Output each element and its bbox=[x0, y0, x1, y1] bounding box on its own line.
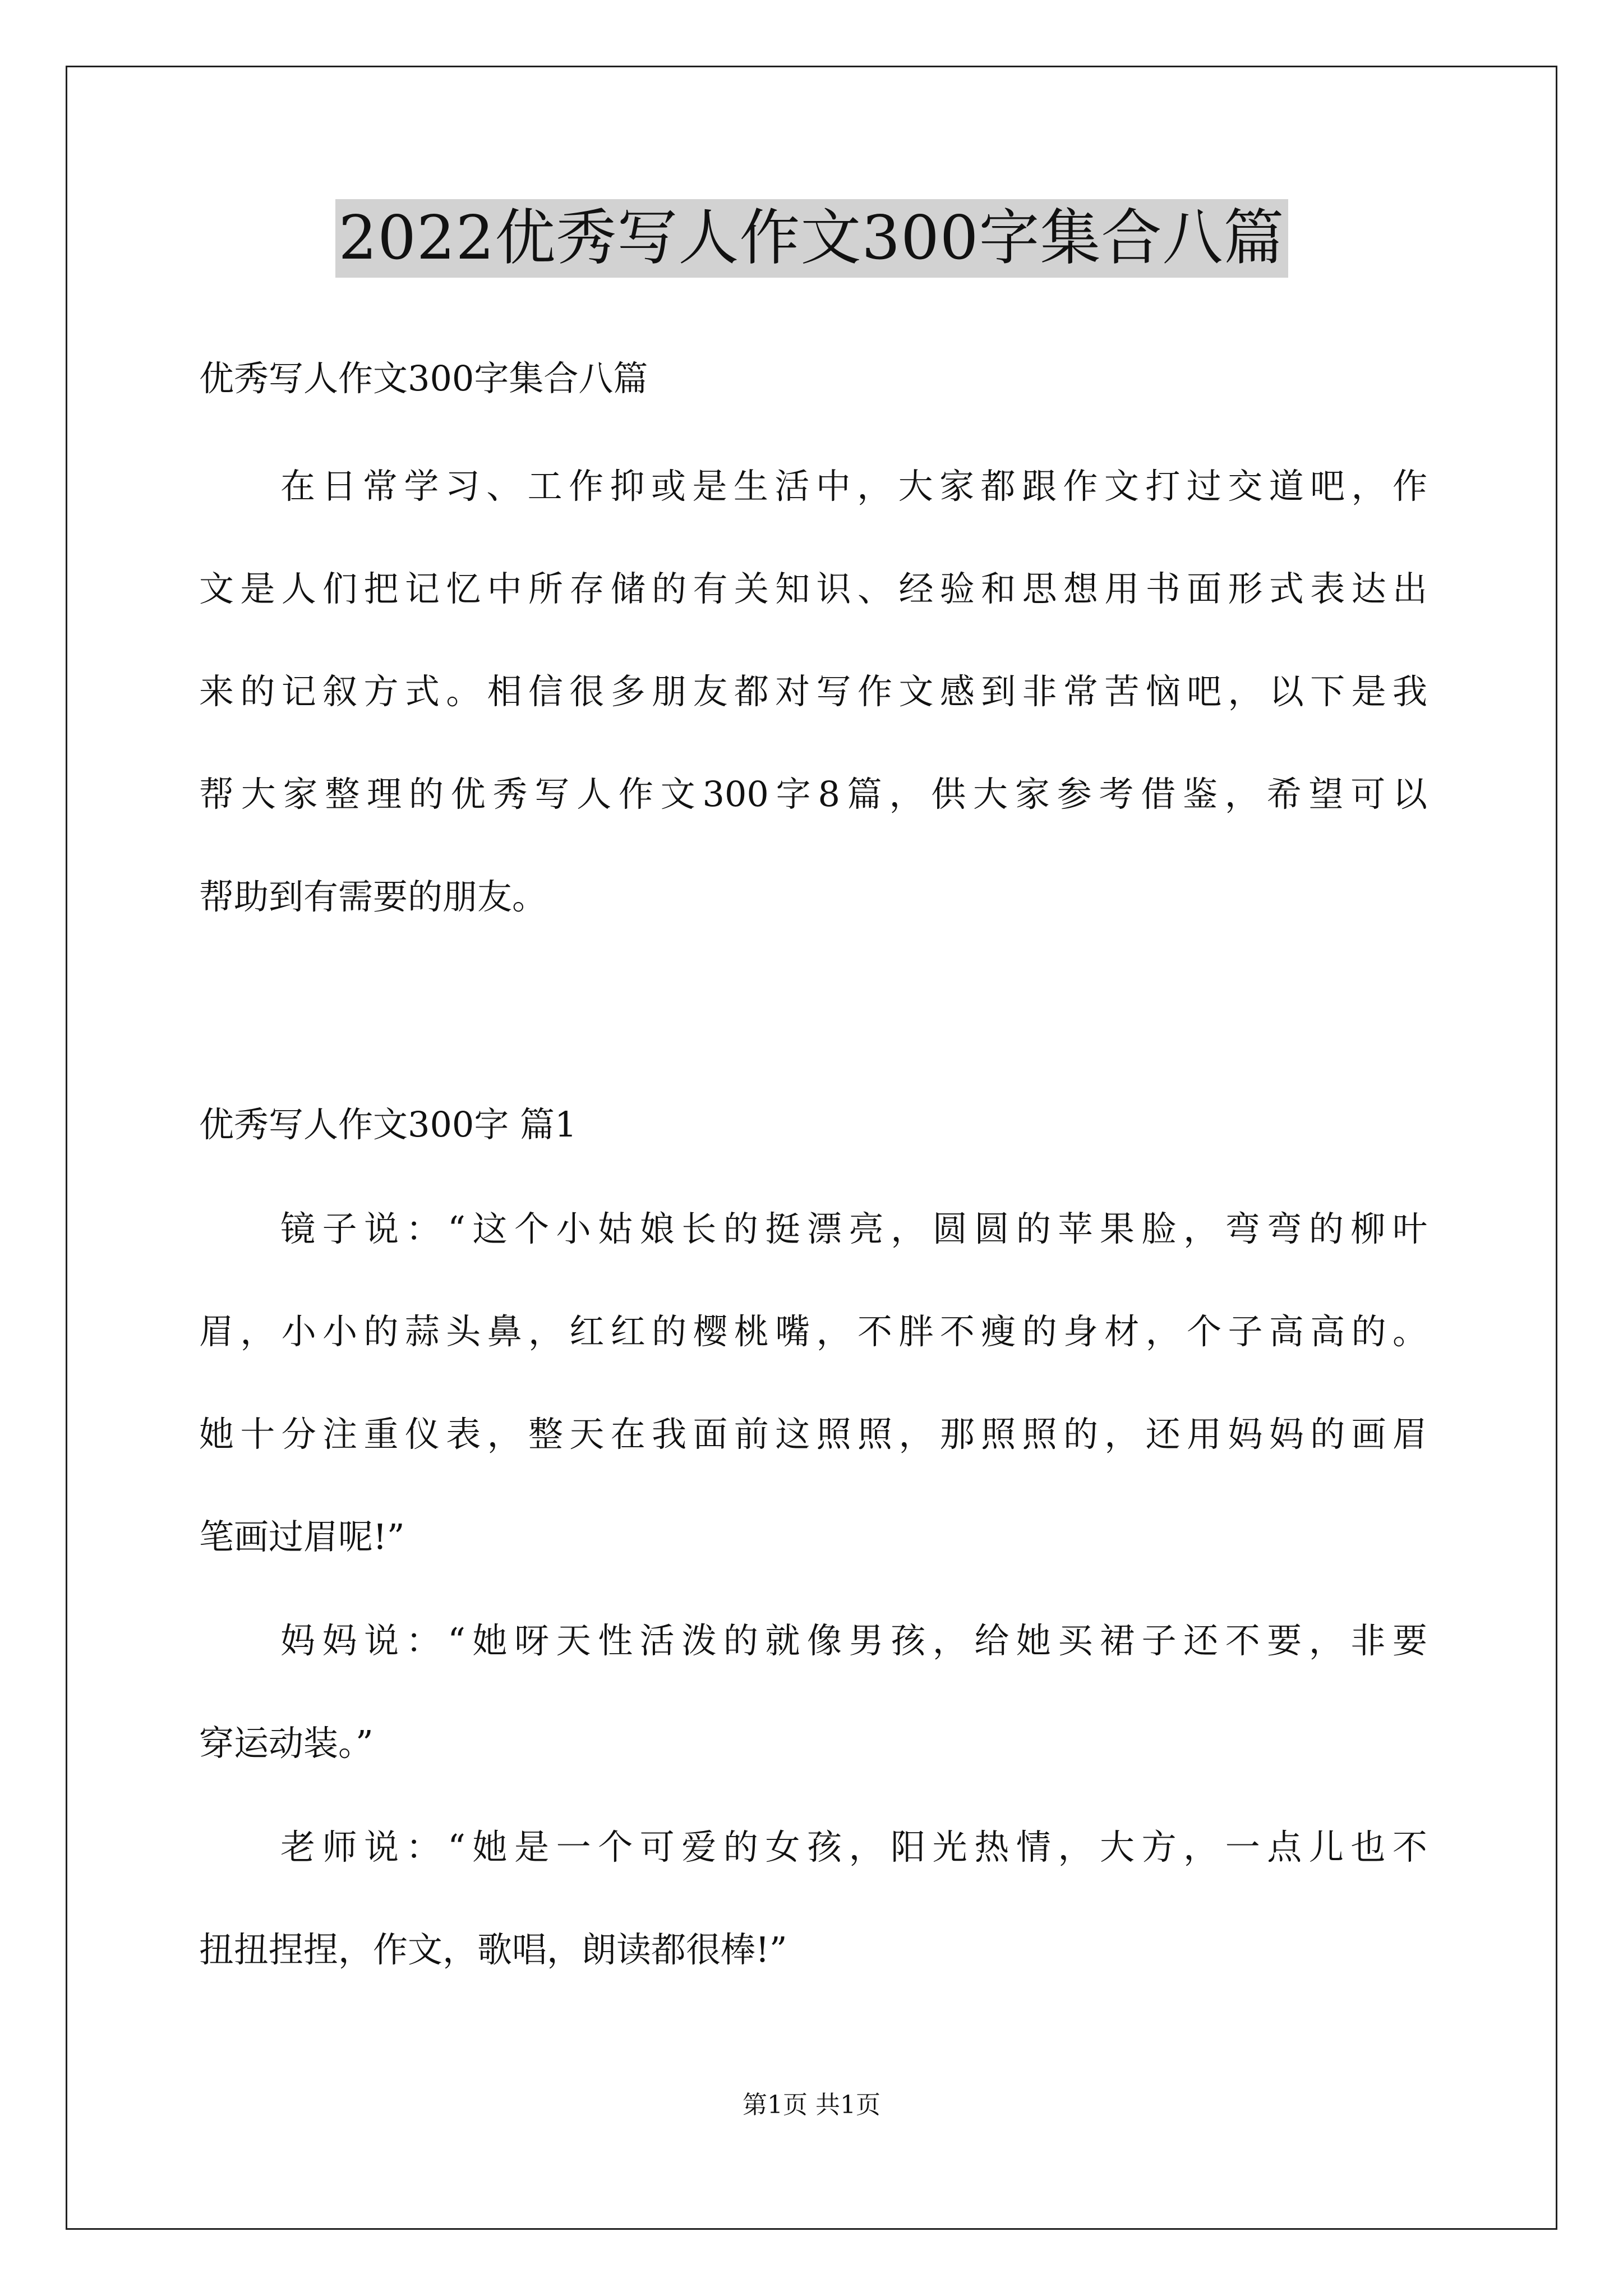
paragraph-line: 镜子说：“这个小姑娘长的挺漂亮，圆圆的苹果脸，弯弯的柳叶 bbox=[280, 1208, 1427, 1249]
paragraph-line: 笔画过眉呢!” bbox=[199, 1516, 405, 1557]
document-title: 2022优秀写人作文300字集合八篇 bbox=[335, 199, 1288, 278]
intro-line: 帮助到有需要的朋友。 bbox=[199, 876, 547, 917]
intro-line: 文是人们把记忆中所存储的有关知识、经验和思想用书面形式表达出 bbox=[199, 568, 1427, 609]
intro-line: 帮大家整理的优秀写人作文300字8篇，供大家参考借鉴，希望可以 bbox=[199, 774, 1427, 815]
document-subtitle: 优秀写人作文300字集合八篇 bbox=[199, 358, 648, 399]
page-number: 第1页 共1页 bbox=[743, 2091, 880, 2119]
paragraph-line: 穿运动装。” bbox=[199, 1723, 374, 1764]
paragraph-line: 老师说：“她是一个可爱的女孩，阳光热情，大方，一点儿也不 bbox=[280, 1826, 1427, 1867]
intro-line: 来的记叙方式。相信很多朋友都对写作文感到非常苦恼吧，以下是我 bbox=[199, 671, 1427, 712]
paragraph-line: 她十分注重仪表，整天在我面前这照照，那照照的，还用妈妈的画眉 bbox=[199, 1414, 1427, 1455]
paragraph-line: 眉，小小的蒜头鼻，红红的樱桃嘴，不胖不瘦的身材，个子高高的。 bbox=[199, 1311, 1427, 1352]
intro-line: 在日常学习、工作抑或是生活中，大家都跟作文打过交道吧，作 bbox=[280, 466, 1427, 507]
section-heading: 优秀写人作文300字 篇1 bbox=[199, 1104, 577, 1145]
paragraph-line: 扭扭捏捏，作文，歌唱，朗读都很棒!” bbox=[199, 1929, 787, 1970]
title-container bbox=[0, 199, 1623, 278]
paragraph-line: 妈妈说：“她呀天性活泼的就像男孩，给她买裙子还不要，非要 bbox=[280, 1620, 1427, 1661]
